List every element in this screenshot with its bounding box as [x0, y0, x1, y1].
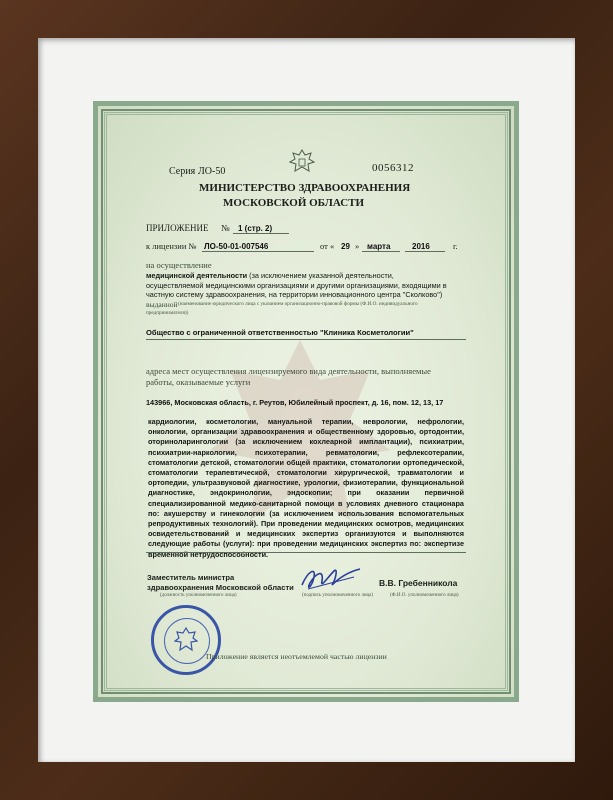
stamp-emblem-icon	[174, 626, 198, 654]
signer-title-caption: (должность уполномоченного лица)	[160, 593, 237, 598]
activity-text-2: осуществляемой медицинскими организациями и другими организациями, входящими в	[146, 280, 447, 290]
organization-name: Общество с ограниченной ответственностью "Клиника Косметологии"	[146, 328, 414, 337]
appendix-value: 1 (стр. 2)	[238, 224, 273, 233]
issued-caption2: предпринимателя))	[146, 310, 189, 316]
coat-of-arms-icon	[289, 148, 315, 178]
services-list: кардиологии, косметологии, мануальной терапии, неврологии, нефрологии, онкологии, организации здравоохранения и общественному здоровью, ортодонтии, оториноларингологии (за исключением кохлеарной имплантации), психиатрии, психиатрии-наркологии, психотерапии, ревматологии, рефлексотерапии, стоматологии детской, стоматологии общей практики, стоматологии ортопедической, стоматологии терапевтической, стоматологии хирургической, травматологии и ортопедии, ультразвуковой диагностике, урологии, физиотерапии, функциональной диагностике, эндокринологии, эндоскопии; при оказании первичной специализированной медико-санитарной помощи в условиях дневного стационара по: акушерству и гинекологии (за исключением использования вспомогательных репродуктивных технологий). При проведении медицинских осмотров, медицинских освидетельствований и медицинских экспертиз организуются и выполняются следующие работы (услуги): при проведении медицинских экспертиз по: экспертизе временной нетрудоспособности.	[148, 417, 464, 559]
date-close: »	[355, 241, 360, 251]
activity-bold: медицинской деятельности	[146, 271, 248, 280]
date-year: 2016	[412, 242, 430, 251]
date-month: марта	[367, 242, 391, 251]
activity-block	[146, 271, 466, 300]
appendix-no-sign: №	[221, 223, 230, 233]
date-from: от «	[320, 241, 335, 251]
signature-icon	[298, 563, 364, 595]
activity-text-3: частную систему здравоохранения, на территории инновационного центра "Сколково")	[146, 290, 443, 299]
signer-title-1: Заместитель министра	[147, 573, 235, 582]
footer-note: Приложение является неотъемлемой частью лицензии	[206, 652, 387, 661]
appendix-label: ПРИЛОЖЕНИЕ	[146, 223, 209, 233]
activity-text-1: (за исключением указанной деятельности,	[247, 271, 394, 280]
signature-caption: (подпись уполномоченного лица)	[302, 593, 374, 598]
series-label: Серия	[169, 166, 196, 177]
ministry-line1: МИНИСТЕРСТВО ЗДРАВООХРАНЕНИЯ	[199, 182, 411, 194]
address-intro-1: адреса мест осуществления лицензируемого вида деятельности, выполняемые	[146, 366, 431, 376]
license-number: ЛО-50-01-007546	[204, 242, 269, 251]
address-intro-2: работы, оказываемые услуги	[146, 377, 251, 387]
date-suffix: г.	[453, 241, 458, 251]
ministry-line2: МОСКОВСКОЙ ОБЛАСТИ	[223, 197, 365, 209]
official-stamp	[151, 605, 221, 675]
license-label: к лицензии №	[146, 241, 197, 251]
address: 143966, Московская область, г. Реутов, Юбилейный проспект, д. 16, пом. 12, 13, 17	[146, 398, 444, 407]
series-value: ЛО-50	[198, 166, 226, 177]
date-day: 29	[341, 242, 350, 251]
signer-name: В.В. Гребенникола	[379, 578, 458, 588]
activity-intro: на осуществление	[146, 260, 212, 270]
signer-title-2: здравоохранения Московской области	[147, 583, 294, 592]
issued-label: выданной	[146, 300, 178, 309]
issued-caption: (наименование юридического лица с указанием организационно-правовой формы (Ф.И.О. индивидуального	[178, 301, 418, 307]
certificate-number: 0056312	[372, 162, 414, 174]
signer-name-caption: (Ф.И.О. уполномоченного лица)	[390, 593, 459, 598]
